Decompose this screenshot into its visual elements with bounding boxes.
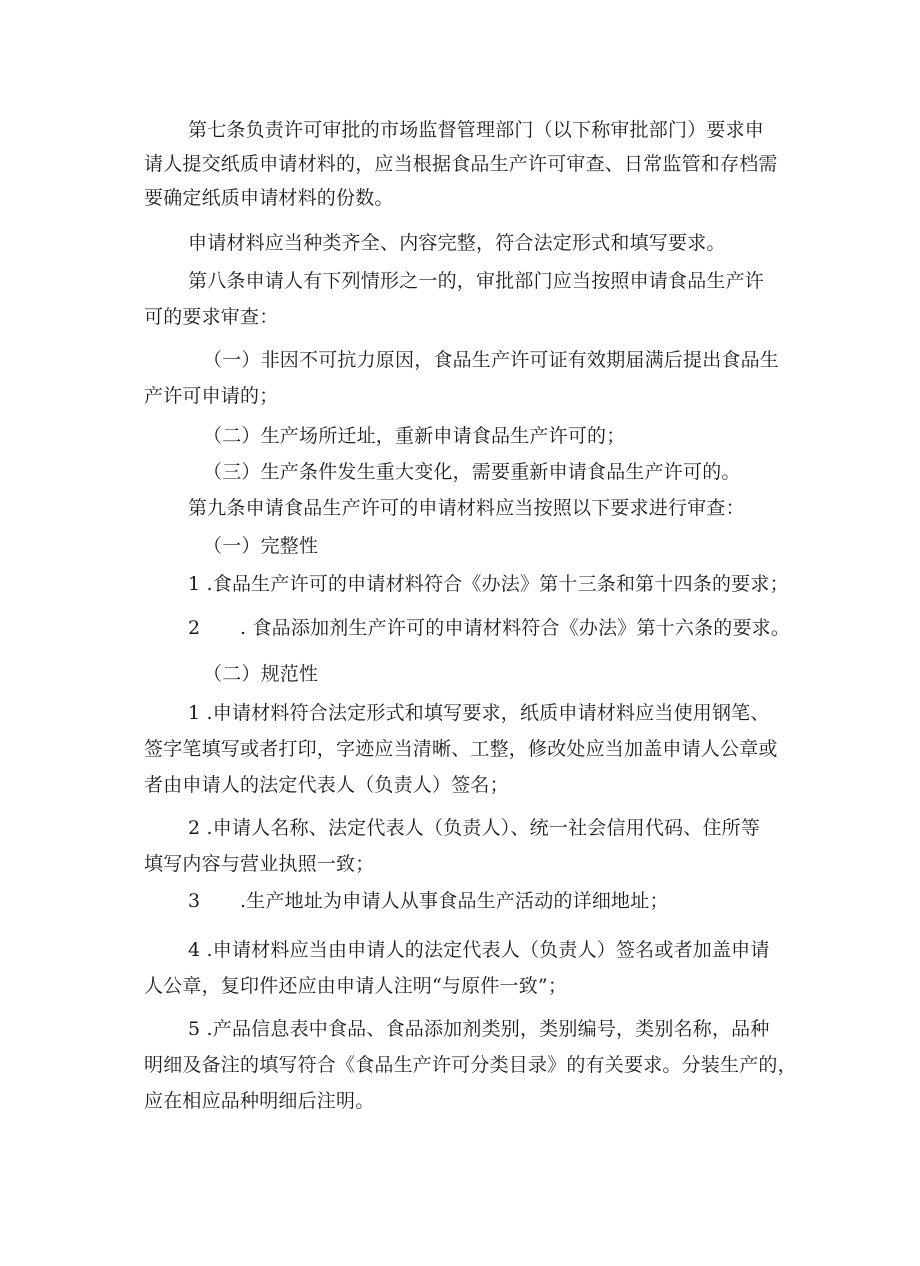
text-line: 第七条负责许可审批的市场监督管理部门（以下称审批部门）要求申: [188, 119, 765, 141]
text-line: 5 .产品信息表中食品、食品添加剂类别，类别编号，类别名称，品种: [188, 1018, 770, 1040]
text-line: 4 .申请材料应当由申请人的法定代表人（负责人）签名或者加盖申请: [188, 939, 770, 961]
text-line: 1 .申请材料符合法定形式和填写要求，纸质申请材料应当使用钢笔、: [188, 702, 770, 724]
text-line: . 食品添加剂生产许可的申请材料符合《办法》第十六条的要求。: [240, 617, 791, 639]
text-line: 填写内容与营业执照一致；: [144, 853, 375, 875]
text-line: .生产地址为申请人从事食品生产活动的详细地址；: [240, 890, 669, 912]
text-line: 签字笔填写或者打印，字迹应当清晰、工整，修改处应当加盖申请人公章或: [144, 738, 778, 760]
list-number: 3: [188, 890, 201, 912]
text-line: 应在相应品种明细后注明。: [144, 1090, 375, 1112]
text-line: 申请材料应当种类齐全、内容完整，符合法定形式和填写要求。: [188, 232, 726, 254]
text-line: （二）规范性: [203, 663, 319, 685]
text-line: 要确定纸质申请材料的份数。: [144, 187, 394, 209]
text-line: 者由申请人的法定代表人（负责人）签名；: [144, 774, 509, 796]
text-line: 1 .食品生产许可的申请材料符合《办法》第十三条和第十四条的要求；: [188, 573, 789, 595]
text-line: 人公章，复印件还应由申请人注明“与原件一致”；: [144, 975, 568, 997]
text-line: 第八条申请人有下列情形之一的，审批部门应当按照申请食品生产许: [188, 270, 765, 292]
text-line: 2 .申请人名称、法定代表人（负责人）、统一社会信用代码、住所等: [188, 817, 761, 839]
text-line: 可的要求审查：: [144, 306, 279, 328]
list-number: 2: [188, 617, 201, 639]
text-line: 第九条申请食品生产许可的申请材料应当按照以下要求进行审查：: [188, 497, 745, 519]
text-line: 明细及备注的填写符合《食品生产许可分类目录》的有关要求。分装生产的，: [144, 1054, 797, 1076]
text-line: （一）非因不可抗力原因，食品生产许可证有效期届满后提出食品生: [203, 349, 780, 371]
text-line: 产许可申请的；: [144, 385, 279, 407]
text-line: （一）完整性: [203, 535, 319, 557]
text-line: （三）生产条件发生重大变化，需要重新申请食品生产许可的。: [203, 461, 741, 483]
text-line: 请人提交纸质申请材料的，应当根据食品生产许可审查、日常监管和存档需: [144, 153, 778, 175]
text-line: （二）生产场所迁址，重新申请食品生产许可的；: [203, 425, 626, 447]
